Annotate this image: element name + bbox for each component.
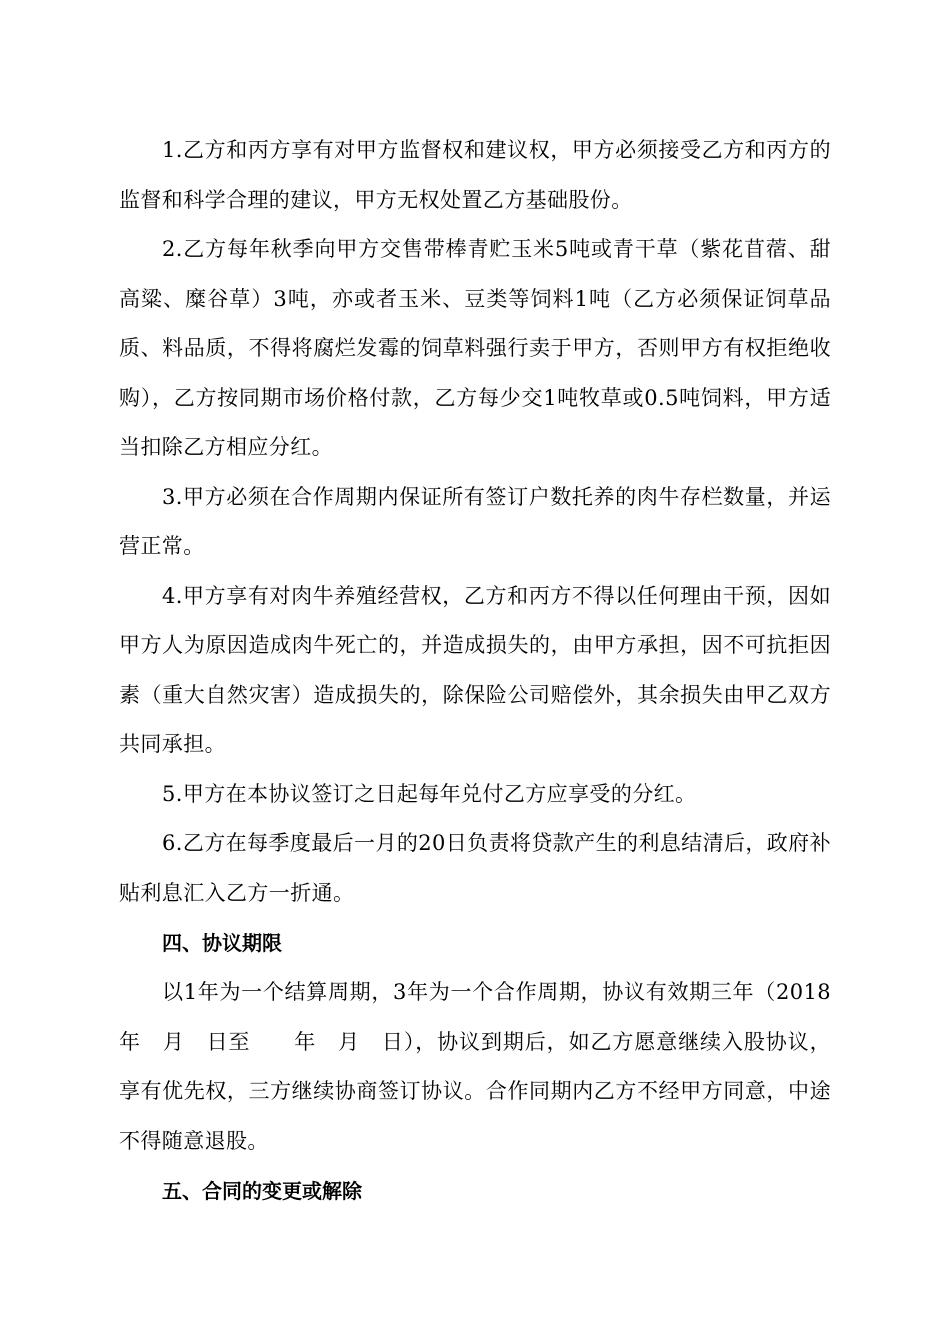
section-heading-amendment: 五、合同的变更或解除: [162, 1179, 362, 1203]
clause-6: 6.乙方在每季度最后一月的20日负责将贷款产生的利息结清后，政府补贴利息汇入乙方一折通。: [119, 831, 831, 905]
clause-2: 2.乙方每年秋季向甲方交售带棒青贮玉米5吨或青干草（紫花苜蓿、甜高粱、糜谷草）3吨，亦或者玉米、豆类等饲料1吨（乙方必须保证饲草品质、料品质，不得将腐烂发霉的饲草料强行卖于甲方，否则甲方有权拒绝收购），乙方按同期市场价格付款，乙方每少交1吨牧草或0.5吨饲料，甲方适当扣除乙方相应分红。: [119, 237, 831, 459]
document-body: [119, 126, 831, 1216]
section-heading-term: 四、协议期限: [162, 931, 282, 955]
clause-5: 5.甲方在本协议签订之日起每年兑付乙方应享受的分红。: [162, 781, 697, 806]
section-term-body: 以1年为一个结算周期，3年为一个合作周期，协议有效期三年（2018年 月 日至 年 月 日），协议到期后，如乙方愿意继续入股协议，享有优先权，三方继续协商签订协议。合作同期内乙方不经甲方同意，中途不得随意退股。: [119, 980, 831, 1153]
clause-4: 4.甲方享有对肉牛养殖经营权，乙方和丙方不得以任何理由干预，因如甲方人为原因造成肉牛死亡的，并造成损失的，由甲方承担，因不可抗拒因素（重大自然灾害）造成损失的，除保险公司赔偿外，其余损失由甲乙双方共同承担。: [119, 583, 831, 756]
clause-3: 3.甲方必须在合作周期内保证所有签订户数托养的肉牛存栏数量，并运营正常。: [119, 484, 831, 558]
clause-1: 1.乙方和丙方享有对甲方监督权和建议权，甲方必须接受乙方和丙方的监督和科学合理的建议，甲方无权处置乙方基础股份。: [119, 138, 831, 212]
